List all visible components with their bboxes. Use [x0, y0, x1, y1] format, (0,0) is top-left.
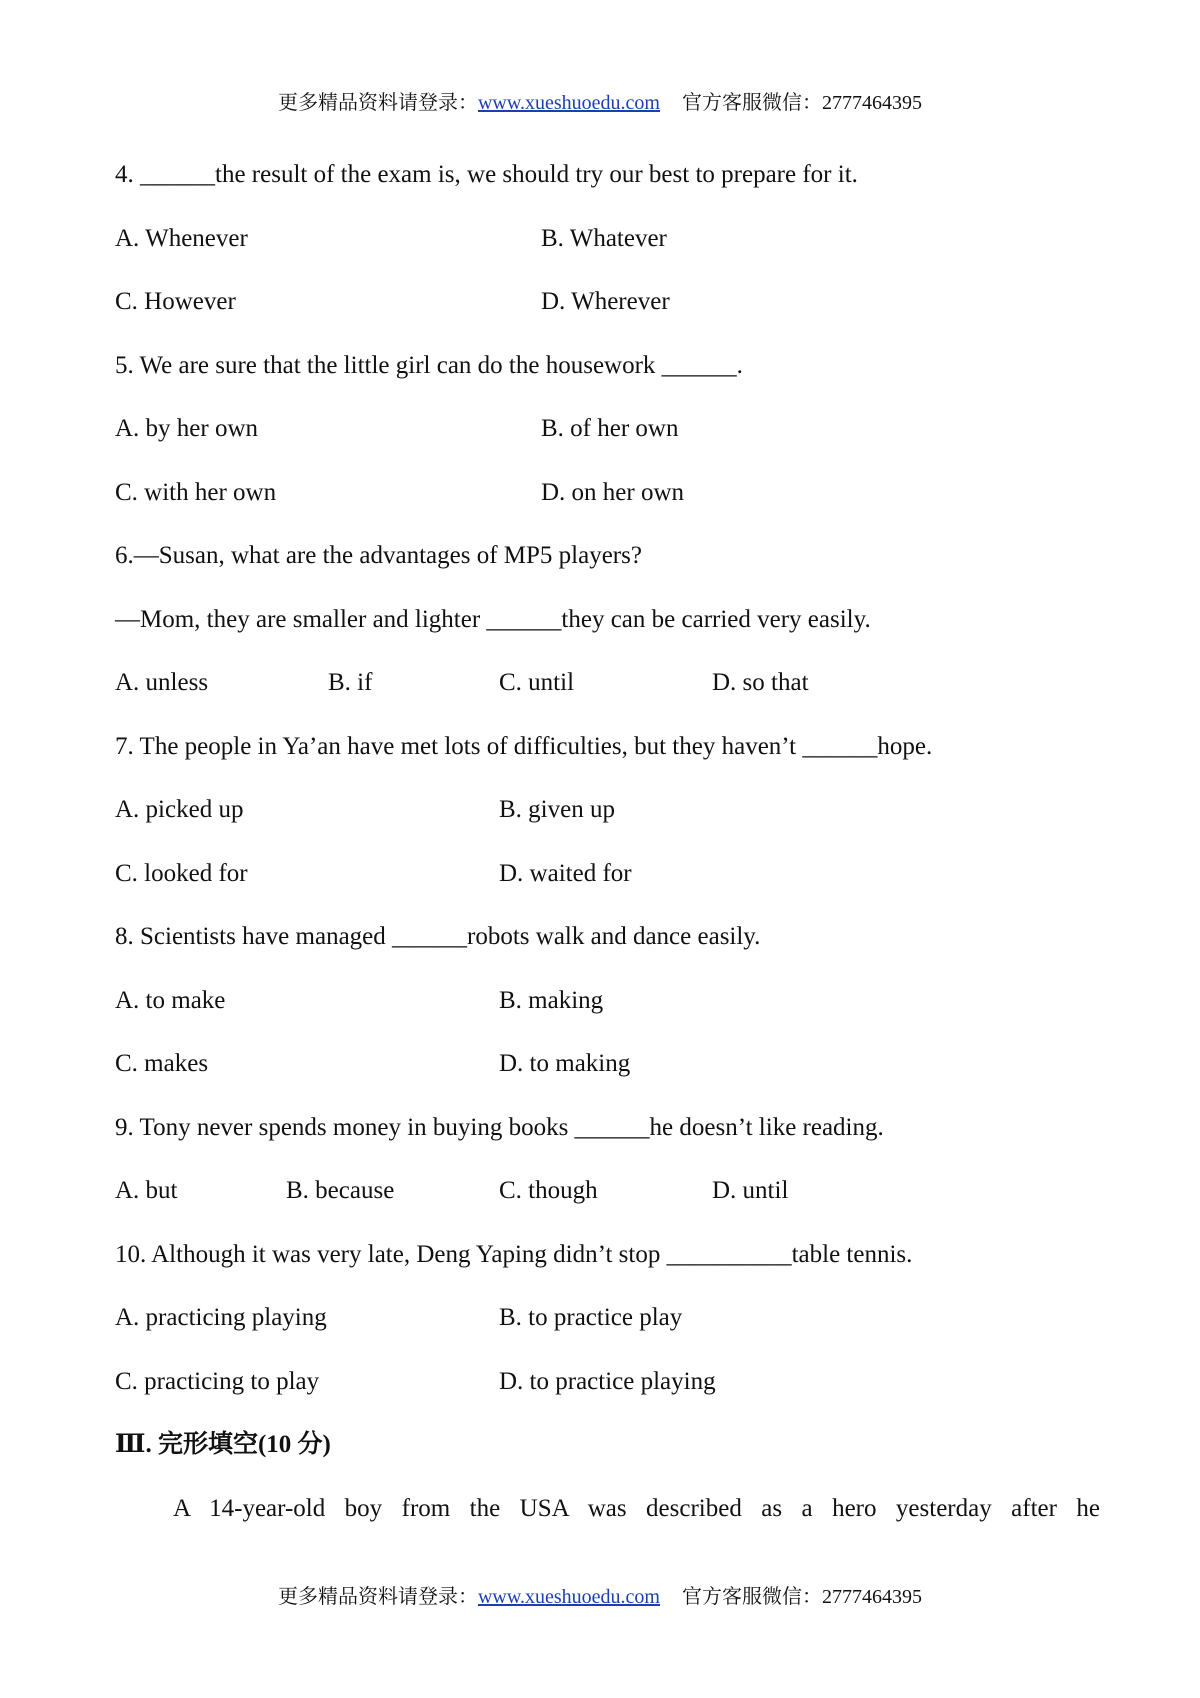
question-5-options-row-2 [115, 470, 1105, 534]
question-8-options-row-1 [115, 978, 1105, 1042]
question-6-option-a: A. unless [115, 669, 209, 696]
question-4-options-row-2 [115, 279, 1105, 343]
question-5-option-c: C. with her own [115, 478, 277, 506]
question-8-option-d: D. to making [499, 1050, 631, 1077]
page-footer [0, 1580, 1200, 1609]
question-5-options-row-1 [115, 406, 1105, 470]
question-5-option-d: D. on her own [541, 478, 685, 506]
header-prefix: 更多精品资料请登录： [277, 92, 478, 114]
question-6-option-b: B. if [328, 669, 373, 696]
question-9-option-d: D. until [712, 1177, 789, 1204]
question-9-option-b: B. because [286, 1177, 395, 1204]
question-4-option-b: B. Whatever [541, 224, 667, 252]
question-7-option-d: D. waited for [499, 859, 632, 887]
question-5-option-b: B. of her own [541, 415, 679, 442]
question-8-option-c: C. makes [115, 1050, 209, 1077]
question-6-options-row [115, 660, 1105, 724]
question-6-option-c: C. until [499, 669, 575, 696]
section-heading [115, 1422, 1105, 1486]
question-10-stem: 10. Although it was very late, Deng Yaping didn’t stop __________table tennis. [115, 1240, 913, 1268]
question-10-option-d: D. to practice playing [499, 1367, 716, 1395]
footer-site-link[interactable]: www.xueshuoedu.com [477, 1586, 660, 1608]
passage-first-line: A 14-year-old boy from the USA was described as a hero yesterday after he [173, 1494, 1100, 1522]
question-4-stem: 4. ______the result of the exam is, we should try our best to prepare for it. [115, 161, 858, 188]
question-list [115, 152, 1105, 1549]
header-site-link[interactable]: www.xueshuoedu.com [477, 92, 660, 114]
question-6-option-d: D. so that [712, 669, 809, 696]
question-9-options-row [115, 1168, 1105, 1232]
question-7-option-b: B. given up [499, 796, 615, 823]
question-7-options-row-2 [115, 851, 1105, 915]
footer-prefix: 更多精品资料请登录： [277, 1586, 478, 1608]
question-4-option-a: A. Whenever [115, 224, 248, 252]
question-5-option-a: A. by her own [115, 415, 259, 442]
question-9-option-c: C. though [499, 1177, 598, 1204]
question-7-options-row-1 [115, 787, 1105, 851]
question-6-reply: —Mom, they are smaller and lighter ______they can be carried very easily. [115, 605, 871, 633]
question-7-option-a: A. picked up [115, 796, 244, 823]
question-10-option-b: B. to practice play [499, 1304, 683, 1331]
question-10-option-a: A. practicing playing [115, 1304, 327, 1331]
question-7-option-c: C. looked for [115, 859, 248, 887]
question-6-stem: 6.—Susan, what are the advantages of MP5 players? [115, 542, 642, 569]
question-7-stem: 7. The people in Ya’an have met lots of difficulties, but they haven’t ______hope. [115, 732, 933, 760]
section-numeral: Ⅲ. [115, 1431, 152, 1458]
question-9-option-a: A. but [115, 1177, 178, 1204]
question-9-stem: 9. Tony never spends money in buying books ______he doesn’t like reading. [115, 1113, 884, 1141]
question-10-options-row-2 [115, 1359, 1105, 1423]
question-8-option-b: B. making [499, 986, 604, 1014]
footer-wechat: 官方客服微信：2777464395 [682, 1586, 922, 1608]
question-4-option-d: D. Wherever [541, 288, 670, 315]
section-title: 完形填空(10 分) [157, 1431, 331, 1458]
question-4-options-row-1 [115, 216, 1105, 280]
question-5-stem: 5. We are sure that the little girl can do the housework ______. [115, 351, 743, 379]
question-10-option-c: C. practicing to play [115, 1367, 320, 1395]
header-wechat: 官方客服微信：2777464395 [682, 92, 922, 114]
question-8-option-a: A. to make [115, 986, 226, 1014]
question-4-option-c: C. However [115, 288, 236, 315]
question-8-options-row-2 [115, 1041, 1105, 1105]
question-8-stem: 8. Scientists have managed ______robots walk and dance easily. [115, 923, 761, 950]
question-10-options-row-1 [115, 1295, 1105, 1359]
page-header [0, 86, 1200, 115]
